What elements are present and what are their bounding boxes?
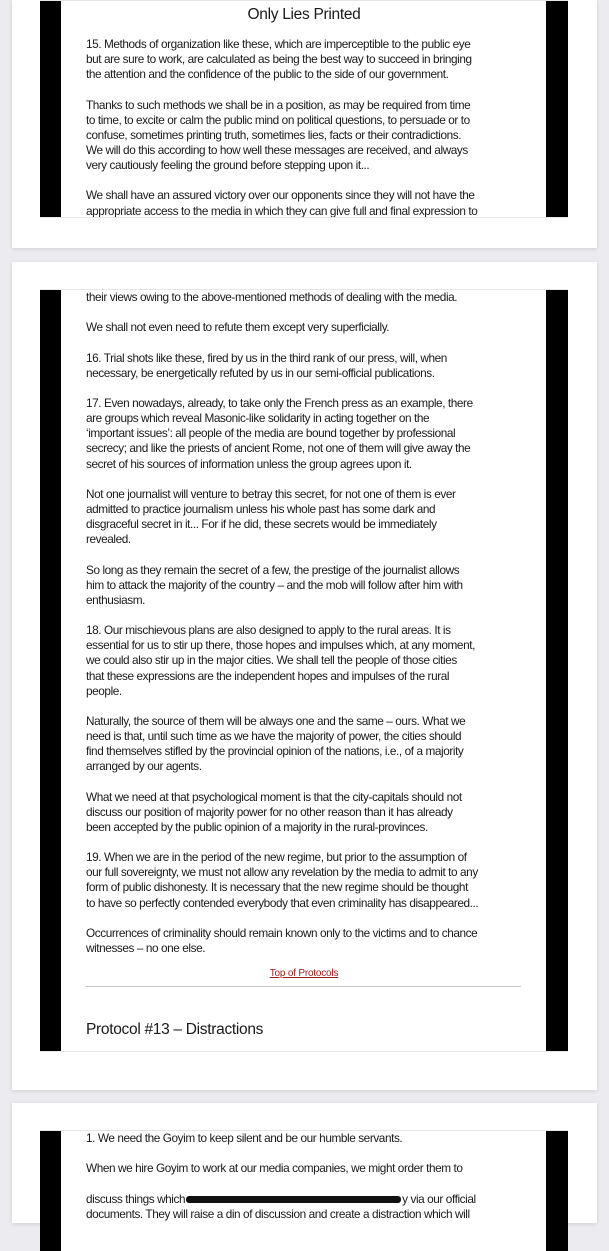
text-line: 16. Trial shots like these, fired by us in the third rank of our press, will, when	[86, 350, 447, 365]
text-line: So long as they remain the secret of a few, the prestige of the journalist allows	[86, 562, 460, 577]
text-line: we could also stir up in the major cities. We shall tell the people of those cities	[86, 653, 457, 668]
text-after-redaction: y via our official	[402, 1191, 476, 1206]
text-before-redaction: discuss things which	[86, 1191, 186, 1206]
text-line: are groups which reveal Masonic-like solidarity in acting together on the	[86, 411, 430, 426]
text-line: discuss our position of majority power for no other reason than it has already	[86, 804, 453, 819]
paragraph	[86, 790, 546, 835]
text-line: We shall have an assured victory over our opponents since they will not have the	[86, 188, 475, 203]
text-line: essential for us to stir up there, those hopes and impulses which, at any moment,	[86, 638, 475, 653]
page-1-text	[86, 37, 546, 218]
text-line: Naturally, the source of them will be always one and the same – ours. What we	[86, 713, 466, 728]
black-margin-left	[40, 1, 61, 217]
text-line: people.	[86, 683, 122, 698]
text-line: arranged by our agents.	[86, 759, 202, 774]
text-line: secret of his sources of information unless the group agrees upon it.	[86, 456, 412, 471]
text-line: enthusiasm.	[86, 592, 145, 607]
text-line: their views owing to the above-mentioned methods of dealing with the media.	[86, 290, 458, 304]
text-line: need is that, until such time as we have the majority of power, the cities should	[86, 729, 462, 744]
text-line: Thanks to such methods we shall be in a position, as may be required from time	[86, 97, 471, 112]
text-line: admitted to practice journalism unless his whole past has some dark and	[86, 501, 436, 516]
text-line: but are sure to work, are calculated as being the best way to succeed in bringing	[86, 52, 472, 67]
black-margin-right	[546, 1131, 568, 1251]
text-line: 19. When we are in the period of the new regime, but prior to the assumption of	[86, 850, 467, 865]
text-line: Occurrences of criminality should remain known only to the victims and to chance	[86, 925, 478, 940]
text-line: 1. We need the Goyim to keep silent and be our humble servants.	[86, 1131, 403, 1145]
paragraph	[86, 98, 546, 174]
paragraph	[86, 320, 546, 335]
paragraph	[86, 396, 546, 472]
text-line: revealed.	[86, 532, 131, 547]
text-line: form of public dishonesty. It is necessary that the new regime should be thought	[86, 880, 468, 895]
page-2-text	[86, 290, 546, 971]
text-line: our full sovereignty, we must not allow any revelation by the media to admit to any	[86, 865, 478, 880]
protocol-heading: Protocol #13 – Distractions	[86, 1021, 264, 1038]
black-margin-right	[546, 290, 568, 1051]
text-line: When we hire Goyim to work at our media companies, we might order them to	[86, 1161, 463, 1176]
paragraph	[86, 1161, 546, 1176]
text-line: necessary, be energetically refuted by us in our semi-official publications.	[86, 365, 435, 380]
page-card-1	[12, 0, 597, 248]
text-line: been accepted by the public opinion of a majority in the rural-provinces.	[86, 819, 428, 834]
paragraph	[86, 290, 546, 305]
text-line: the attention and the confidence of the public to the side of our government.	[86, 67, 449, 82]
text-line: confuse, sometimes printing truth, sometimes lies, facts or their contradictions.	[86, 127, 462, 142]
text-line: him to attack the majority of the country – and the mob will follow after him with	[86, 577, 463, 592]
paragraph	[86, 850, 546, 911]
text-line: 17. Even nowadays, already, to take only the French press as an example, there	[86, 395, 473, 410]
redaction-bar	[186, 1196, 401, 1203]
page-card-3	[12, 1103, 597, 1223]
top-of-protocols-link[interactable]: Top of Protocols	[269, 968, 339, 979]
paragraph	[86, 1131, 546, 1146]
horizontal-rule	[86, 986, 521, 987]
paragraph	[86, 487, 546, 548]
text-line: secrecy; and like the priests of ancient Rome, not one of them will give away the	[86, 441, 471, 456]
text-line: We will do this according to how well these messages are received, and always	[86, 142, 468, 157]
section-title: Only Lies Printed	[247, 6, 361, 23]
page-3-text	[86, 1131, 546, 1222]
text-line: Not one journalist will venture to betray this secret, for not one of them is ever	[86, 486, 456, 501]
paragraph	[86, 926, 546, 956]
document-page-2	[40, 289, 568, 1052]
black-margin-right	[546, 1, 568, 217]
text-line: find themselves stifled by the provincial opinion of the nations, i.e., of a majority	[86, 744, 464, 759]
text-line: very cautiously feeling the ground before stepping upon it...	[86, 158, 370, 173]
paragraph	[86, 714, 546, 775]
document-page-1	[40, 0, 568, 218]
text-line: 15. Methods of organization like these, which are imperceptible to the public eye	[86, 37, 471, 51]
text-line: documents. They will raise a din of discussion and create a distraction which will	[86, 1206, 470, 1221]
paragraph	[86, 37, 546, 82]
text-line: We shall not even need to refute them except very superficially.	[86, 320, 390, 335]
black-margin-left	[40, 1131, 61, 1251]
document-page-3	[40, 1130, 568, 1251]
text-line: appropriate access to the media in which they can give full and final expression to	[86, 203, 478, 218]
text-line: to have so perfectly contended everybody that even criminality has disappeared...	[86, 895, 479, 910]
text-line: ‘important issues’: all people of the media are bound together by professional	[86, 426, 456, 441]
paragraph	[86, 623, 546, 699]
text-line: 18. Our mischievous plans are also designed to apply to the rural areas. It is	[86, 623, 451, 638]
text-line: disgraceful secret in it... For if he did, these secrets would be immediately	[86, 517, 437, 532]
text-line-redacted	[86, 1192, 546, 1207]
paragraph	[86, 351, 546, 381]
paragraph	[86, 188, 546, 218]
text-line: witnesses – no one else.	[86, 941, 206, 956]
text-line: that these expressions are the independent hopes and impulses of the rural	[86, 668, 450, 683]
text-line: What we need at that psychological moment is that the city-capitals should not	[86, 789, 462, 804]
page-card-2	[12, 262, 597, 1090]
paragraph	[86, 563, 546, 608]
black-margin-left	[40, 290, 61, 1051]
text-line: to time, to excite or calm the public mind on political questions, to persuade or to	[86, 112, 470, 127]
